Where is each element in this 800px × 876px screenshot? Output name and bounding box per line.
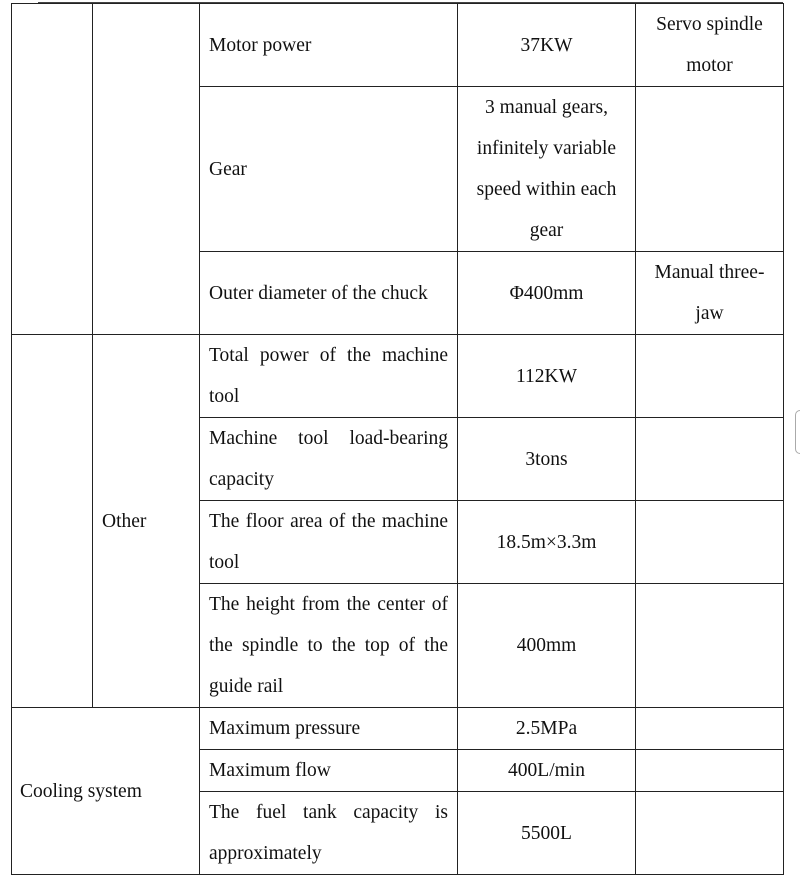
subgroup-cell-blank xyxy=(93,4,200,335)
param-max-flow: Maximum flow xyxy=(200,750,458,792)
value-gear: 3 manual gears, infinitely variable speed within each gear xyxy=(458,87,636,252)
value-floor-area: 18.5m×3.3m xyxy=(458,501,636,584)
value-chuck: Φ400mm xyxy=(458,252,636,335)
note-fuel-tank xyxy=(636,792,784,875)
param-motor-power: Motor power xyxy=(200,4,458,87)
value-total-power: 112KW xyxy=(458,335,636,418)
group-cell-blank xyxy=(12,4,93,335)
param-gear: Gear xyxy=(200,87,458,252)
param-spindle-height: The height from the center of the spindle to the top of the guide rail xyxy=(200,584,458,708)
note-max-flow xyxy=(636,750,784,792)
note-spindle-height xyxy=(636,584,784,708)
table-row xyxy=(12,335,784,418)
note-total-power xyxy=(636,335,784,418)
value-fuel-tank: 5500L xyxy=(458,792,636,875)
value-max-pressure: 2.5MPa xyxy=(458,708,636,750)
param-fuel-tank: The fuel tank capacity is approximately xyxy=(200,792,458,875)
spec-table xyxy=(11,3,784,875)
scroll-handle[interactable] xyxy=(795,410,800,454)
param-max-pressure: Maximum pressure xyxy=(200,708,458,750)
value-load-bearing: 3tons xyxy=(458,418,636,501)
note-load-bearing xyxy=(636,418,784,501)
note-max-pressure xyxy=(636,708,784,750)
value-spindle-height: 400mm xyxy=(458,584,636,708)
param-chuck: Outer diameter of the chuck xyxy=(200,252,458,335)
value-motor-power: 37KW xyxy=(458,4,636,87)
note-motor-power: Servo spindle motor xyxy=(636,4,784,87)
note-gear xyxy=(636,87,784,252)
group-other: Other xyxy=(93,335,200,708)
table-row xyxy=(12,4,784,87)
group-cooling-system: Cooling system xyxy=(12,708,200,875)
param-floor-area: The floor area of the machine tool xyxy=(200,501,458,584)
note-floor-area xyxy=(636,501,784,584)
group-cell-blank-lower xyxy=(12,335,93,708)
table-row xyxy=(12,708,784,750)
value-max-flow: 400L/min xyxy=(458,750,636,792)
note-chuck: Manual three-jaw xyxy=(636,252,784,335)
param-load-bearing: Machine tool load-bearing capacity xyxy=(200,418,458,501)
param-total-power: Total power of the machine tool xyxy=(200,335,458,418)
